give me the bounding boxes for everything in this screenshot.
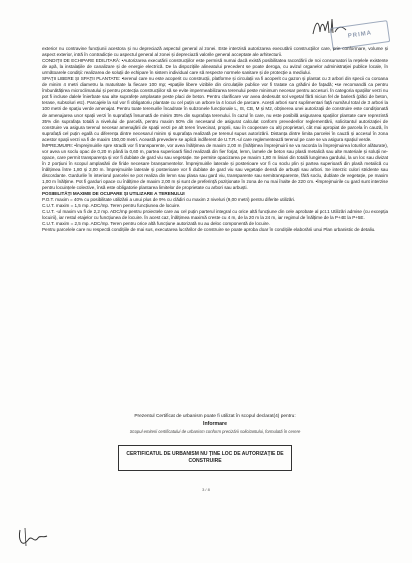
certificate-body xyxy=(42,46,388,233)
paragraph-spatii-verzi: SPAȚII LIBERE ȘI SPAȚII PLANTATE: •terenul care nu este acoperit cu construcții, platforme și circulații va fi acoperit cu gazon și plantat cu 3 arbori din specii cu coroana de minim 4 metri diametru la maturitate la fiecare 100 mp; •spațiile libere vizibile din circulațiile publice vor fi tratate ca grădini de fațadă; •se recomandă ca pentru îmbunătățirea microclimatului și pentru protecția construcțiilor să se evite impermeabilizarea terenului peste minimum necesar pentru accesuri. În categoria spațiilor verzi nu pot fi incluse dalele înierbate sau alte suprafețe amplasate peste placi de beton. Pentru clarificare vor avea dedesubt sol vegetal fără niciun fel de barieră (plăci de beton, terase, subsoluri etc). Parcajele la sol vor fi obligatoriu plantate cu cel puțin un arbore la 4 locuri de parcare. Acești arbori sunt suplimentari față numărul total de 3 arbori la 100 metri de spațiu verde amenajat. Pentru toate terenurile încadrate în subzonele funcționale L, IS, CB, M și M2, obținerea unei autorizații de construire este condiționată de amenajarea unor spații verzi în suprafață însumată de minim 35% din suprafața terenului. În cazul în care, nu este posibilă asigurarea spațiilor plantate care reprezintă 35% din suprafața totală a nivelului de parcelă, pentru maxim 50% din necesarul de asigurat calculat conform prevederilor reglementării, solicitantul autorizației de construire va asigura terenul necesar amenajării de spații verzi pe alt teren învecinat, proprii, sau în cooperare cu alți proprietari, cât mai apropiat de parcela în cauză, în suprafață cel puțin egală cu diferența dintre necesarul minim și suprafața realizată pe terenul supus autorizării. Distanța dintre limita parcelei în cauză și accesul în zona acestor spații verzi va fi de maxim 150,00 metri. Această prevedere se aplică indiferent de U.T.R.-ul care reglementează terenul pe care se va asigura spațiul verde. xyxy=(42,76,388,142)
pud-note: Pentru parcelele care nu respectă condițiile de mai sus, executarea lucrărilor de construire se poate aproba doar în condițiile elaborării unui Plan urbanistic de detaliu. xyxy=(42,227,376,233)
paragraph-imprejmuiri: ÎMPREJMUIRI: •Împrejmuirile spre stradă vor fi transparente, vor avea înălțimea de maxim 2,00 m (înălțimea împrejmuirii se va racorda la împrejmuirea loturilor alăturate), vor avea un soclu opac de 0,20 m până la 0,60 m, partea superioară fiind realizată din fier forjat, lemn, lamele de beton sau plasă metalică sau alte materiale și soluții ne-opace, care permit transparența și vor fi dublate de gard viu sau vegetație. Se permite opacizarea pe maxim 1,80 m liniari din totală lungimea gardului, la un loc sau divizat în 2 porțiuni în scopul amplasării de firide necesare branșamentelor. Împrejmuirile laterale și posterioare vor fi cu soclu plin și partea superioară din plasă metalică cu înălțimea între 1,80 și 2,00 m. Împrejmuirile laterale și posterioare vor fi dublate de gard viu sau vegetație densă de arbuști sau arbori. Se interzic culori stridente sau discordante. Gardurile în interiorul parcelei se pot realiza din lemn sau plasa sau gard viu, transparente sau semitransparente, fără soclu, dublate de vegetație, pe maxim 1,00 m înălțime. Pot fi garduri opace cu înălțime de maxim 2,00 m și sunt de preferință poziționate în zona de nu mai înalte de 220 cm. •Împrejmuirile cu gard sunt interzise pentru locuințele colective, însă este obligatorie plantarea limitelor de proprietate cu arbori sau arbuști. xyxy=(42,142,388,191)
paragraph-exterior: exterior nu contravine funcțiunii acestora și nu depreciază aspectul general al zonei. Este interzisă autorizarea executării construcțiilor care, prin conformare, volume și aspect exterior, intră în contradicție cu aspectul general al zonei și depreciază valorile general acceptate ale arhitecturii. xyxy=(42,46,388,58)
signature-bottom xyxy=(16,526,50,550)
stamp-text: PRIMA xyxy=(347,30,373,40)
cut-line-1: C.U.T. maxim = 1,5 mp. ADC/mp. Teren pentru funcțiunea de locuire. xyxy=(42,203,181,209)
purpose-note: Scopul emiterii certificatului de urbanism conform precizării solicitantului, formulată în cerere xyxy=(129,429,301,434)
disclaimer-text: CERTIFICATUL DE URBANISM NU ȚINE LOC DE AUTORIZAȚIE DE CONSTRUIRE xyxy=(126,451,284,464)
paragraph-echipare-edilitara: CONDIȚII DE ECHIPARE EDILITARĂ: •Autorizarea executării construcțiilor este permisă numai dacă există posibilitatea racordării de noi consumatori la rețelele existente de apă, la instalațiile de canalizare și de energie electrică. De la dispozițiile alineatului precedent se poate deroga, cu avizul organelor administrației publice locale, în următoarele condiții: realizarea de soluții de echipare în sistem individual care să respecte normele sanitare și de protecție a mediului. xyxy=(42,58,388,76)
purpose-value: Informare xyxy=(203,421,227,427)
page-number: 3 / 8 xyxy=(202,487,210,492)
cut-line-3: C.U.T. maxim = 2,5 mp. ADC/mp. Teren pentru orice altă funcțiune autorizată nu au deloc componentă de locuire. xyxy=(42,221,270,227)
cut-line-2: C.U.T. -ul maxim va fi de 2,2 mp. ADC/mp pentru proiectele care au cel puțin parterul integral cu orice altă funcțiune din cele aprobate al pct.1 Utilizări admise (cu excepția locuirii), iar restul etajelor cu funcțiunea de locuire. În acest caz, înălțimea maximă creste cu 4 m, de la 20 m la 24 m, iar regimul de înălțime de la P+4E la P+5E. xyxy=(42,209,388,221)
purpose-line: Prezentul Certificat de urbanism poate fi utilizat în scopul declarat(4) pentru: xyxy=(134,414,296,419)
section-heading-ocupare: POSIBILITĂȚI MAXIME DE OCUPARE ȘI UTILIZARE A TERENULUI xyxy=(42,191,185,197)
pot-line: P.O.T. maxim = 40% cu posibilitate utilizării a unui plus de 9% cu clădiri cu maxim 2 niveluri (9,00 metri) pentru diferite utilizări. xyxy=(42,197,296,203)
disclaimer-box xyxy=(118,445,292,471)
